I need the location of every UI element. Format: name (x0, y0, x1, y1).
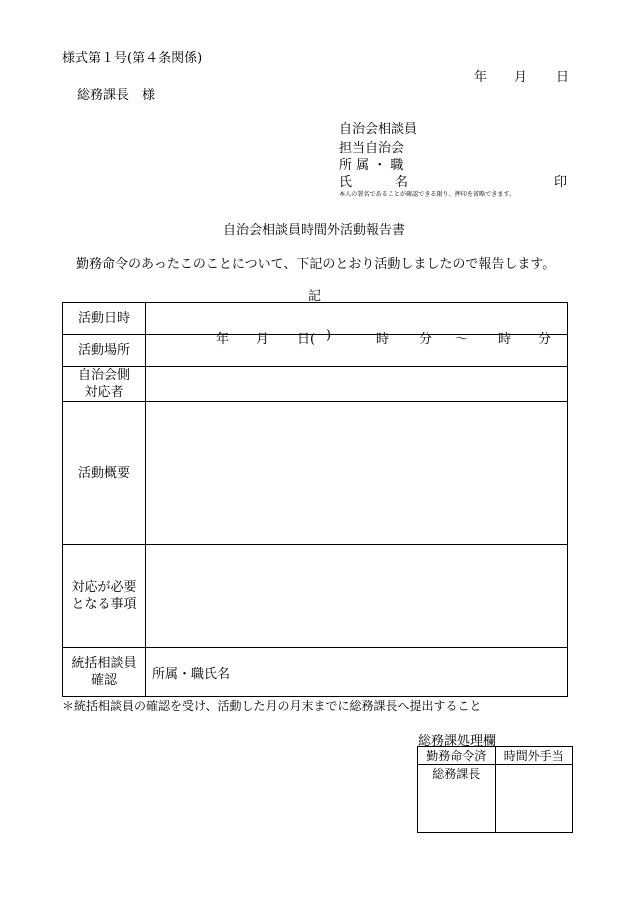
office-heading: 総務課処理欄 (418, 734, 497, 749)
confirm-label-line1: 統括相談員 (71, 656, 137, 671)
time-year: 年 (216, 331, 230, 347)
office-col1-header: 勤務命令済 (418, 747, 496, 765)
name-label-first: 氏 (339, 175, 353, 190)
office-table (417, 746, 573, 833)
confirm-value: 所属・職氏名 (152, 666, 231, 682)
form-number: 様式第１号(第４条関係) (62, 51, 203, 66)
contact-label (63, 367, 146, 402)
required-label-line1: 対応が必要 (71, 580, 137, 595)
contact-label-line2: 対応者 (84, 385, 124, 400)
intro-text: 勤務命令のあったこのことについて、下記のとおり活動しましたので報告します。 (76, 257, 556, 272)
confirm-label (63, 648, 146, 697)
office-cell-allowance[interactable] (495, 765, 573, 833)
report-table (62, 302, 568, 697)
seal-note: 本人の署名であることが確認できる限り、押印を省略できます。 (339, 191, 516, 198)
contact-field[interactable] (146, 367, 568, 402)
required-field[interactable] (146, 545, 568, 648)
confirm-field[interactable] (146, 648, 568, 697)
affiliation-label: 所 属 ・ 職 (339, 158, 404, 173)
time-day-open: 日( (297, 331, 316, 347)
required-label (63, 545, 146, 648)
addressee: 総務課長 様 (77, 88, 156, 103)
date-year-label: 年 (474, 70, 488, 85)
applicant-role: 自治会相談員 (339, 122, 418, 137)
datetime-field[interactable] (146, 303, 568, 347)
date-day-label: 日 (556, 70, 570, 85)
datetime-label: 活動日時 (63, 303, 146, 335)
office-col2-header: 時間外手当 (495, 747, 573, 765)
summary-label: 活動概要 (63, 402, 146, 545)
date-month-label: 月 (514, 70, 528, 85)
confirm-label-line2: 確認 (90, 673, 117, 688)
document-title: 自治会相談員時間外活動報告書 (223, 223, 406, 238)
time-hour-end: 時 (498, 331, 512, 347)
assigned-association: 担当自治会 (339, 141, 405, 156)
time-day-close: ) (326, 327, 332, 343)
contact-label-line1: 自治会側 (77, 368, 130, 383)
summary-field[interactable] (146, 402, 568, 545)
time-month: 月 (256, 331, 270, 347)
time-minute-start: 分 (419, 331, 433, 347)
footnote: ＊統括相談員の確認を受け、活動した月の月末までに総務課長へ提出すること (62, 699, 482, 713)
name-label-second: 名 (395, 175, 409, 190)
time-tilde: ～ (455, 331, 469, 347)
required-label-line2: となる事項 (71, 597, 137, 612)
office-cell-approver[interactable]: 総務課長 (418, 765, 496, 833)
seal-mark: 印 (554, 175, 568, 190)
time-hour-start: 時 (376, 331, 390, 347)
place-label: 活動場所 (63, 335, 146, 367)
time-minute-end: 分 (538, 331, 552, 347)
ki-heading: 記 (308, 289, 322, 304)
